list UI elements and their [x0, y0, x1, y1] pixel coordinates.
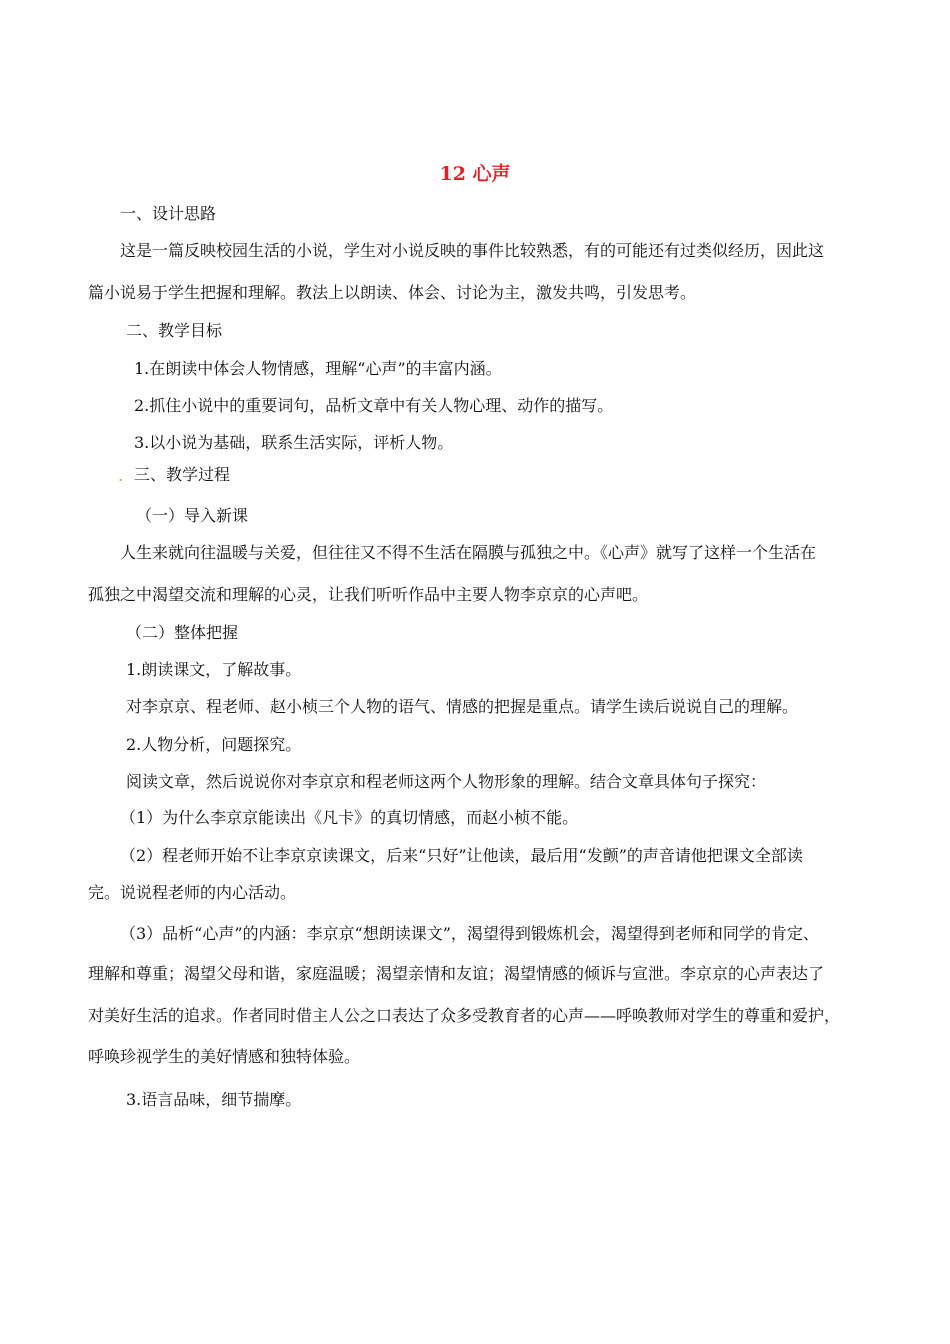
question-item: （1）为什么李京京能读出《凡卡》的真切情感，而赵小桢不能。	[120, 808, 579, 827]
section-heading-design: 一、设计思路	[120, 204, 217, 223]
paragraph-line: 篇小说易于学生把握和理解。教法上以朗读、体会、讨论为主，激发共鸣，引发思考。	[88, 283, 697, 302]
list-item: 1.在朗读中体会人物情感，理解“心声”的丰富内涵。	[134, 359, 502, 378]
paragraph-line: 呼唤珍视学生的美好情感和独特体验。	[88, 1047, 361, 1066]
paragraph-line: 孤独之中渴望交流和理解的心灵，让我们听听作品中主要人物李京京的心声吧。	[88, 585, 649, 604]
paragraph-line: 对李京京、程老师、赵小桢三个人物的语气、情感的把握是重点。请学生读后说说自己的理解。	[126, 697, 799, 716]
list-item: 3.以小说为基础，联系生活实际，评析人物。	[134, 433, 454, 452]
paragraph-line: 对美好生活的追求。作者同时借主人公之口表达了众多受教育者的心声——呼唤教师对学生的尊重和爱护，	[88, 1006, 841, 1025]
paragraph-line: 理解和尊重；渴望父母和谐，家庭温暖；渴望亲情和友谊；渴望情感的倾诉与宣泄。李京京的心声表达了	[88, 964, 825, 983]
question-item: （2）程老师开始不让李京京读课文，后来“只好”让他读，最后用“发颤”的声音请他把课文全部读	[120, 846, 803, 865]
section-heading-process: 三、教学过程	[134, 465, 231, 484]
section-marker-icon: .	[118, 466, 124, 485]
paragraph-line: 阅读文章，然后说说你对李京京和程老师这两个人物形象的理解。结合文章具体句子探究：	[126, 772, 767, 791]
list-item: 3.语言品味，细节揣摩。	[126, 1090, 302, 1109]
list-item: 1.朗读课文，了解故事。	[126, 660, 302, 679]
subsection-heading: （二）整体把握	[126, 623, 239, 642]
list-item: 2.抓住小说中的重要词句，品析文章中有关人物心理、动作的描写。	[134, 396, 614, 415]
document-title: 12 心声	[439, 163, 511, 185]
paragraph-line: 这是一篇反映校园生活的小说，学生对小说反映的事件比较熟悉，有的可能还有过类似经历，因此这	[120, 241, 825, 260]
paragraph-line: 完。说说程老师的内心活动。	[88, 883, 297, 902]
paragraph-line: 人生来就向往温暖与关爱，但往往又不得不生活在隔膜与孤独之中。《心声》就写了这样一个生活在	[120, 543, 817, 562]
question-item: （3）品析“心声”的内涵：李京京“想朗读课文”，渴望得到锻炼机会，渴望得到老师和同学的肯定、	[120, 924, 819, 943]
subsection-heading: （一）导入新课	[136, 506, 249, 525]
list-item: 2.人物分析，问题探究。	[126, 735, 302, 754]
section-heading-goals: 二、教学目标	[126, 321, 223, 340]
